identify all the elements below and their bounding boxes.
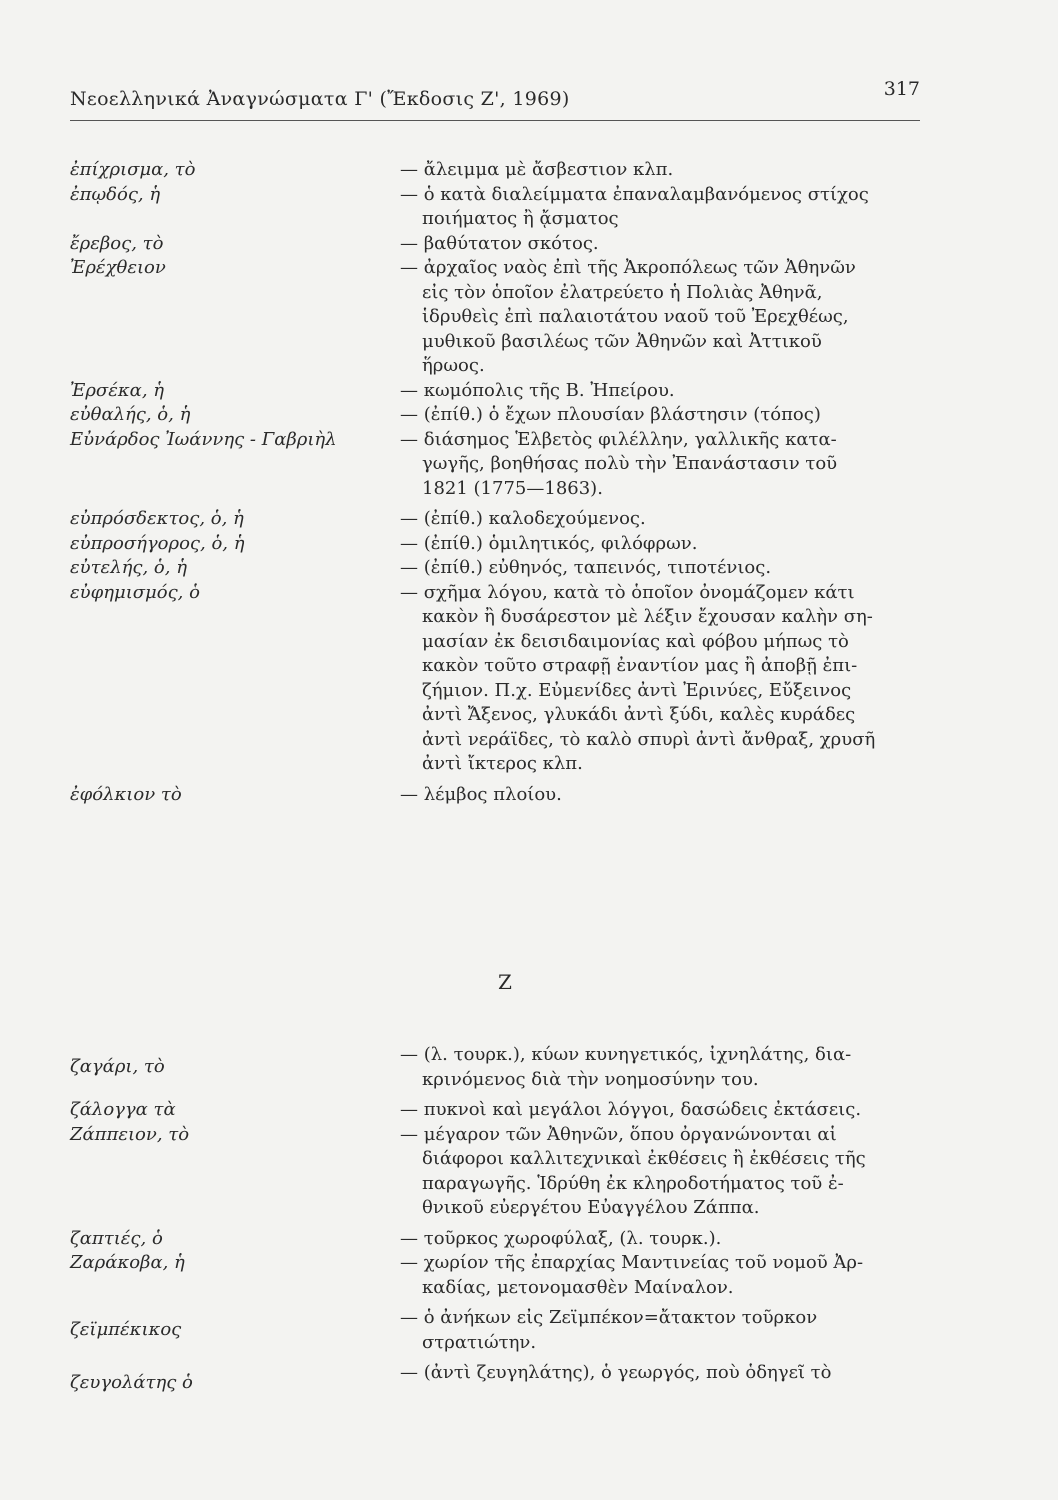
glossary-term: εὐφημισμός, ὁ (70, 581, 200, 603)
definition-line: — χωρίον τῆς ἐπαρχίας Μαντινείας τοῦ νομοῦ Ἀρ- (400, 1251, 925, 1276)
glossary-term: Ζάππειον, τὸ (70, 1123, 190, 1145)
glossary-definition (400, 183, 925, 232)
glossary-definition (400, 1361, 925, 1386)
definition-line: — (ἀντὶ ζευγηλάτης), ὁ γεωργός, ποὺ ὁδηγεῖ τὸ (400, 1361, 925, 1386)
glossary-entry (70, 1123, 950, 1221)
glossary-definition (400, 158, 925, 183)
page-number: 317 (883, 78, 920, 100)
glossary-definition (400, 1123, 925, 1221)
definition-line: ἀντὶ νεράϊδες, τὸ καλὸ σπυρὶ ἀντὶ ἄνθραξ, χρυσῆ (422, 728, 876, 750)
definition-line: — σχῆμα λόγου, κατὰ τὸ ὁποῖον ὀνομάζομεν κάτι (400, 581, 925, 606)
glossary-definition (400, 1306, 925, 1355)
definition-line: — (ἐπίθ.) καλοδεχούμενος. (400, 507, 925, 532)
definition-line: κρινόμενος διὰ τὴν νοημοσύνην του. (422, 1068, 759, 1090)
glossary-entry (70, 1227, 950, 1252)
definition-line: — (ἐπίθ.) ὁ ἔχων πλουσίαν βλάστησιν (τόπος) (400, 403, 925, 428)
glossary-entry (70, 256, 950, 379)
definition-line: μυθικοῦ βασιλέως τῶν Ἀθηνῶν καὶ Ἀττικοῦ (422, 330, 822, 352)
definition-line: εἰς τὸν ὁποῖον ἐλατρεύετο ἡ Πολιὰς Ἀθηνᾶ, (422, 281, 823, 303)
definition-line: κακὸν ἢ δυσάρεστον μὲ λέξιν ἔχουσαν καλὴν ση- (422, 606, 873, 627)
glossary-definition (400, 1043, 925, 1092)
definition-line: ζήμιον. Π.χ. Εὐμενίδες ἀντὶ Ἐρινύες, Εὔξεινος (422, 679, 852, 701)
definition-line: — μέγαρον τῶν Ἀθηνῶν, ὅπου ὀργανώνονται αἱ (400, 1123, 925, 1148)
definition-line: καδίας, μετονομασθὲν Μαίναλον. (422, 1276, 734, 1298)
glossary-definition (400, 556, 925, 581)
glossary-term: ἐπίχρισμα, τὸ (70, 159, 196, 180)
page-header (70, 78, 920, 121)
glossary-term: ζάλογγα τὰ (70, 1099, 176, 1120)
definition-line: ἱδρυθεὶς ἐπὶ παλαιοτάτου ναοῦ τοῦ Ἐρεχθέως, (422, 306, 849, 327)
definition-line: — διάσημος Ἑλβετὸς φιλέλλην, γαλλικῆς κατα- (400, 428, 925, 453)
definition-line: μασίαν ἐκ δεισιδαιμονίας καὶ φόβου μήπως τὸ (422, 630, 849, 652)
glossary-definition (400, 507, 925, 532)
glossary-term: ζεϊμπέκικος (70, 1319, 182, 1340)
glossary-term: ζευγολάτης ὁ (70, 1372, 193, 1393)
glossary-definition (400, 1227, 925, 1252)
definition-line: ἥρωος. (422, 355, 485, 376)
glossary-entry (70, 428, 950, 502)
glossary-term: εὐπρόσδεκτος, ὁ, ἡ (70, 508, 244, 529)
glossary-definition (400, 428, 925, 502)
running-title: Νεοελληνικά Ἀναγνώσματα Γ' (Ἔκδοσις Ζ', 1969) (70, 88, 570, 110)
definition-line: θνικοῦ εὐεργέτου Εὐαγγέλου Ζάππα. (422, 1197, 760, 1218)
definition-line: — (ἐπίθ.) εὐθηνός, ταπεινός, τιποτένιος. (400, 556, 925, 581)
glossary-definition (400, 379, 925, 404)
glossary-definition (400, 532, 925, 557)
glossary-list-e (70, 158, 950, 807)
glossary-definition (400, 1251, 925, 1300)
glossary-entry (70, 581, 950, 777)
glossary-term: Ἐρέχθειον (70, 257, 166, 278)
glossary-entry (70, 532, 950, 557)
glossary-definition (400, 783, 925, 808)
glossary-term: ἔρεβος, τὸ (70, 232, 164, 254)
glossary-entry (70, 403, 950, 428)
definition-line: — ἀρχαῖος ναὸς ἐπὶ τῆς Ἀκροπόλεως τῶν Ἀθηνῶν (400, 256, 925, 281)
definition-line: διάφοροι καλλιτεχνικαὶ ἐκθέσεις ἢ ἐκθέσεις τῆς (422, 1148, 866, 1169)
definition-line: κακὸν τοῦτο στραφῇ ἐναντίον μας ἢ ἀποβῇ ἐπι- (422, 655, 858, 676)
glossary-term: εὐτελής, ὁ, ἡ (70, 557, 187, 578)
glossary-term: Ζαράκοβα, ἡ (70, 1252, 185, 1273)
glossary-term: ζαπτιές, ὁ (70, 1227, 163, 1249)
definition-line: — (ἐπίθ.) ὁμιλητικός, φιλόφρων. (400, 532, 925, 557)
glossary-entry (70, 1043, 950, 1092)
definition-line: — ἄλειμμα μὲ ἄσβεστιον κλπ. (400, 158, 925, 183)
definition-line: — λέμβος πλοίου. (400, 783, 925, 808)
glossary-term: εὐπροσήγορος, ὁ, ἡ (70, 532, 245, 554)
glossary-entry (70, 507, 950, 532)
section-letter: Ζ (498, 970, 512, 994)
definition-line: γωγῆς, βοηθήσας πολὺ τὴν Ἐπανάστασιν τοῦ (422, 453, 838, 474)
glossary-term: ζαγάρι, τὸ (70, 1056, 165, 1077)
glossary-definition (400, 256, 925, 379)
glossary-term: εὐθαλής, ὁ, ἡ (70, 404, 191, 425)
definition-line: — (λ. τουρκ.), κύων κυνηγετικός, ἰχνηλάτης, δια- (400, 1043, 925, 1068)
definition-line: — ὁ κατὰ διαλείμματα ἐπαναλαμβανόμενος στίχος (400, 183, 925, 208)
glossary-entry (70, 379, 950, 404)
definition-line: ἀντὶ ἴκτερος κλπ. (422, 753, 583, 774)
definition-line: στρατιώτην. (422, 1331, 537, 1353)
glossary-entry (70, 556, 950, 581)
glossary-entry (70, 232, 950, 257)
definition-line: — κωμόπολις τῆς Β. Ἠπείρου. (400, 379, 925, 404)
glossary-list-z (70, 1043, 950, 1396)
definition-line: παραγωγῆς. Ἱδρύθη ἐκ κληροδοτήματος τοῦ ἐ- (422, 1172, 844, 1194)
definition-line: ἀντὶ Ἄξενος, γλυκάδι ἀντὶ ξύδι, καλὲς κυράδες (422, 704, 856, 725)
glossary-term: ἐφόλκιον τὸ (70, 783, 182, 805)
glossary-entry (70, 1361, 950, 1396)
glossary-entry (70, 183, 950, 232)
definition-line: ποιήματος ἢ ᾄσματος (422, 208, 619, 229)
glossary-entry (70, 1251, 950, 1300)
definition-line: 1821 (1775—1863). (422, 477, 603, 499)
definition-line: — πυκνοὶ καὶ μεγάλοι λόγγοι, δασώδεις ἐκτάσεις. (400, 1098, 925, 1123)
glossary-entry (70, 158, 950, 183)
glossary-entry (70, 1306, 950, 1355)
glossary-term: Ἐρσέκα, ἡ (70, 379, 165, 401)
glossary-definition (400, 581, 925, 777)
glossary-term: ἐπῳδός, ἡ (70, 183, 161, 205)
definition-line: — βαθύτατον σκότος. (400, 232, 925, 257)
glossary-definition (400, 403, 925, 428)
definition-line: — τοῦρκος χωροφύλαξ, (λ. τουρκ.). (400, 1227, 925, 1252)
glossary-definition (400, 232, 925, 257)
glossary-entry (70, 783, 950, 808)
glossary-entry (70, 1098, 950, 1123)
glossary-definition (400, 1098, 925, 1123)
definition-line: — ὁ ἀνήκων εἰς Ζεϊμπέκον=ἄτακτον τοῦρκον (400, 1306, 925, 1331)
glossary-term: Εὐνάρδος Ἰωάννης - Γαβριὴλ (70, 428, 337, 450)
